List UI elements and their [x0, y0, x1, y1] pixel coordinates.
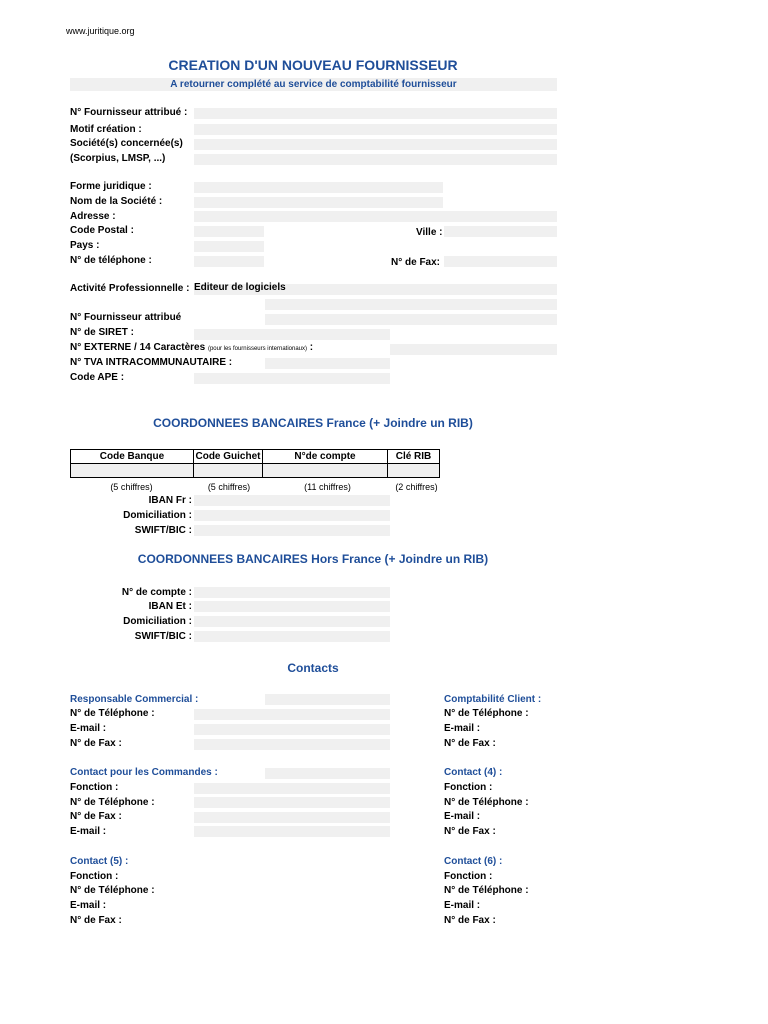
externe-label-text: N° EXTERNE / 14 Caractères — [70, 342, 206, 353]
resp-commercial-tel-field[interactable] — [194, 709, 390, 720]
contact5-fonction-label: Fonction : — [70, 871, 119, 882]
contact4-tel-label: N° de Téléphone : — [444, 797, 529, 808]
cle-rib-field[interactable] — [388, 464, 440, 478]
contact6-email-label: E-mail : — [444, 900, 481, 911]
contact5-tel-label: N° de Téléphone : — [70, 885, 155, 896]
resp-commercial-name-field[interactable] — [265, 694, 390, 705]
compte-intl-field[interactable] — [194, 587, 390, 598]
col-code-banque: Code Banque — [71, 450, 194, 464]
contact6-fonction-label: Fonction : — [444, 871, 493, 882]
note-code-banque: (5 chiffres) — [110, 482, 153, 492]
societes-hint: (Scorpius, LMSP, ...) — [70, 153, 166, 164]
col-numero-compte: N°de compte — [263, 450, 388, 464]
swift-intl-field[interactable] — [194, 631, 390, 642]
col-code-guichet: Code Guichet — [195, 451, 261, 462]
commandes-name-field[interactable] — [265, 768, 390, 779]
numero-compte-field[interactable] — [263, 464, 388, 478]
commandes-fonction-field[interactable] — [194, 783, 390, 794]
fournisseur-attribue-field[interactable] — [265, 314, 557, 325]
domiciliation-fr-label: Domiciliation : — [123, 510, 192, 521]
siret-label: N° de SIRET : — [70, 327, 135, 338]
contact4-fonction-label: Fonction : — [444, 782, 493, 793]
telephone-label: N° de téléphone : — [70, 255, 152, 266]
swift-fr-field[interactable] — [194, 525, 390, 536]
swift-fr-label: SWIFT/BIC : — [134, 525, 192, 536]
compte-intl-label: N° de compte : — [121, 587, 192, 598]
iban-intl-field[interactable] — [194, 601, 390, 612]
contact4-title: Contact (4) : — [444, 767, 503, 778]
adresse-field[interactable] — [194, 211, 557, 222]
resp-commercial-email-field[interactable] — [194, 724, 390, 735]
nom-societe-label: Nom de la Société : — [70, 196, 163, 207]
code-postal-label: Code Postal : — [70, 225, 134, 236]
motif-creation-field[interactable] — [194, 124, 557, 135]
compta-client-title: Comptabilité Client : — [444, 694, 542, 705]
activite-value: Editeur de logiciels — [194, 282, 286, 293]
nom-societe-field[interactable] — [194, 197, 443, 208]
forme-juridique-label: Forme juridique : — [70, 181, 152, 192]
iban-fr-label: IBAN Fr : — [148, 495, 192, 506]
note-numero-compte: (11 chiffres) — [304, 482, 351, 492]
activite-field-2[interactable] — [265, 299, 557, 310]
externe-label — [70, 341, 313, 356]
contact4-fax-label: N° de Fax : — [444, 826, 496, 837]
fax-label: N° de Fax: — [391, 257, 441, 268]
motif-creation-label: Motif création : — [70, 124, 142, 135]
compta-client-fax-label: N° de Fax : — [444, 738, 496, 749]
swift-intl-label: SWIFT/BIC : — [134, 631, 192, 642]
commandes-title: Contact pour les Commandes : — [70, 767, 218, 778]
commandes-fonction-label: Fonction : — [70, 782, 119, 793]
note-cle-rib: (2 chiffres) — [395, 482, 438, 492]
societes-label: Société(s) concernée(s) — [70, 138, 183, 149]
contact6-title: Contact (6) : — [444, 856, 503, 867]
externe-field[interactable] — [390, 344, 557, 355]
resp-commercial-title: Responsable Commercial : — [70, 694, 199, 705]
contact5-fax-label: N° de Fax : — [70, 915, 122, 926]
bank-france-heading: COORDONNEES BANCAIRES France (+ Joindre un RIB) — [153, 416, 473, 430]
commandes-tel-field[interactable] — [194, 797, 390, 808]
fournisseur-attribue-label: N° Fournisseur attribué — [70, 312, 182, 323]
pays-label: Pays : — [70, 240, 100, 251]
site-url[interactable]: www.juritique.org — [66, 26, 135, 36]
domiciliation-intl-field[interactable] — [194, 616, 390, 627]
note-code-guichet: (5 chiffres) — [207, 482, 251, 492]
contact6-tel-label: N° de Téléphone : — [444, 885, 529, 896]
page-subtitle: A retourner complété au service de comptabilité fournisseur — [170, 79, 457, 90]
bank-intl-heading: COORDONNEES BANCAIRES Hors France (+ Joindre un RIB) — [137, 552, 489, 566]
contact4-email-label: E-mail : — [444, 811, 481, 822]
code-guichet-field[interactable] — [194, 464, 263, 478]
fax-field[interactable] — [444, 256, 557, 267]
domiciliation-fr-field[interactable] — [194, 510, 390, 521]
contact6-fax-label: N° de Fax : — [444, 915, 496, 926]
resp-commercial-tel-label: N° de Téléphone : — [70, 708, 155, 719]
tva-field[interactable] — [265, 358, 390, 369]
iban-intl-label: IBAN Et : — [148, 601, 192, 612]
contacts-heading: Contacts — [287, 661, 339, 675]
commandes-fax-field[interactable] — [194, 812, 390, 823]
ape-field[interactable] — [194, 373, 390, 384]
commandes-email-label: E-mail : — [70, 826, 107, 837]
commandes-email-field[interactable] — [194, 826, 390, 837]
pays-field[interactable] — [194, 241, 264, 252]
societes-field-2[interactable] — [194, 154, 557, 165]
contact5-email-label: E-mail : — [70, 900, 107, 911]
compta-client-tel-label: N° de Téléphone : — [444, 708, 529, 719]
tva-label: N° TVA INTRACOMMUNAUTAIRE : — [70, 357, 233, 368]
externe-label-colon: : — [309, 342, 314, 353]
forme-juridique-field[interactable] — [194, 182, 443, 193]
page-title: CREATION D'UN NOUVEAU FOURNISSEUR — [168, 57, 458, 73]
numero-fournisseur-label: N° Fournisseur attribué : — [70, 107, 188, 118]
ville-label: Ville : — [416, 227, 443, 238]
societes-field[interactable] — [194, 139, 557, 150]
code-banque-field[interactable] — [71, 464, 194, 478]
ville-field[interactable] — [444, 226, 557, 237]
iban-fr-field[interactable] — [194, 495, 390, 506]
numero-fournisseur-field[interactable] — [194, 108, 557, 119]
ape-label: Code APE : — [70, 372, 125, 383]
commandes-fax-label: N° de Fax : — [70, 811, 122, 822]
col-cle-rib: Clé RIB — [388, 450, 440, 464]
telephone-field[interactable] — [194, 256, 264, 267]
resp-commercial-fax-field[interactable] — [194, 739, 390, 750]
resp-commercial-fax-label: N° de Fax : — [70, 738, 122, 749]
compta-client-email-label: E-mail : — [444, 723, 481, 734]
externe-label-note: (pour les fournisseurs internationaux) — [207, 346, 308, 352]
code-postal-field[interactable] — [194, 226, 264, 237]
bank-france-table — [70, 449, 440, 478]
adresse-label: Adresse : — [70, 211, 116, 222]
commandes-tel-label: N° de Téléphone : — [70, 797, 155, 808]
activite-label: Activité Professionnelle : — [70, 283, 190, 294]
domiciliation-intl-label: Domiciliation : — [123, 616, 192, 627]
resp-commercial-email-label: E-mail : — [70, 723, 107, 734]
contact5-title: Contact (5) : — [70, 856, 129, 867]
siret-field[interactable] — [194, 329, 390, 340]
